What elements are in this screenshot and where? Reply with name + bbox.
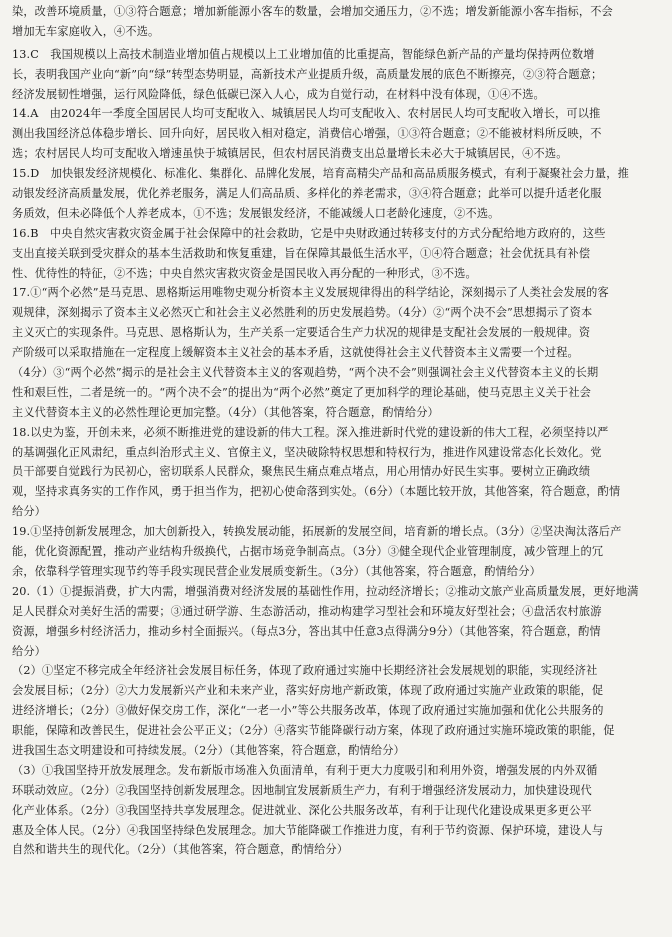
answer-19: 19.①坚持创新发展理念，加大创新投入，转换发展动能，拓展新的发展空间，培育新的增长点。（3分）②坚决淘汰落后产: [12, 525, 622, 539]
answer-20-part-2: （2）①坚定不移完成全年经济社会发展目标任务，体现了政府通过实施中长期经济社会发展规划的职能，实现经济社: [12, 664, 598, 678]
text-line: 产阶级可以采取措施在一定程度上缓解资本主义社会的基本矛盾，这就使得社会主义代替资本主义需要一个过程。: [12, 346, 579, 360]
text-line: 环联动效应。（2分）②我国坚持创新发展理念。因地制宜发展新质生产力，有利于增强经济发展动力，加快建设现代: [12, 783, 592, 797]
text-line: 进经济增长；（2分）③做好保交房工作，深化“一老一小”等公共服务改革，体现了政府通过实施加强和优化公共服务的: [12, 704, 604, 718]
text-line: 染，改善环境质量，①③符合题意；增加新能源小客车的数量，会增加交通压力，②不选；增发新能源小客车指标，不会: [12, 5, 613, 18]
text-line: 职能，保障和改善民生，促进社会公平正义；（2分）④落实节能降碳行动方案，体现了政府通过实施环境政策的职能，促: [12, 724, 615, 738]
text-line: 足人民群众对美好生活的需要；③通过研学游、生态游活动，推动构建学习型社会和环境友好型社会；④盘活农村旅游: [12, 604, 602, 618]
text-line: 主义代替资本主义的必然性理论更加完整。（4分）（其他答案，符合题意，酌情给分）: [12, 405, 439, 419]
text-line: 的基调强化正风肃纪，重点纠治形式主义、官僚主义，坚决破除特权思想和特权行为，推进作风建设常态化长效化。党: [12, 445, 602, 459]
answer-20-part-3: （3）①我国坚持开放发展理念。发布新版市场准入负面清单，有利于更大力度吸引和利用外资，增强发展的内外双循: [12, 763, 598, 777]
text-line: 动银发经济高质量发展，优化养老服务，满足人们高品质、多样化的养老需求，③④符合题意；此举可以提升适老化服: [12, 187, 602, 201]
text-line: 资源，增强乡村经济活力，推动乡村全面振兴。（每点3分，答出其中任意3点得满分9分）（其他答案，符合题意，酌情: [12, 624, 601, 638]
text-line: 经济发展韧性增强，运行风险降低，绿色低碳已深入人心，成为自觉行动，在材料中没有体现，①④不选。: [12, 87, 545, 101]
text-line: 会发展目标；（2分）②大力发展新兴产业和未来产业，落实好房地产新政策，体现了政府通过实施产业政策的职能，促: [12, 684, 604, 698]
text-line: 自然和谐共生的现代化。（2分）（其他答案，符合题意，酌情给分）: [12, 843, 349, 857]
answer-14: 14.A 由2024年一季度全国居民人均可支配收入、城镇居民人均可支配收入、农村居民人均可支配收入增长，可以推: [12, 107, 601, 121]
text-line: 给分）: [12, 644, 47, 658]
text-line: 选；农村居民人均可支配收入增速虽快于城镇居民，但农村居民消费支出总量增长未必大于城镇居民，④不选。: [12, 147, 568, 161]
text-line: 能，优化资源配置，推动产业结构升级换代，占据市场竞争制高点。（3分）③健全现代企业管理制度，减少管理上的冗: [12, 545, 604, 559]
text-line: （4分）③“两个必然”揭示的是社会主义代替资本主义的客观趋势，“两个决不会”则强调社会主义代替资本主义的长期: [12, 366, 599, 380]
answer-20: 20.（1）①提振消费，扩大内需，增强消费对经济发展的基础性作用，拉动经济增长；②推动文旅产业高质量发展，更好地满: [12, 584, 639, 598]
answer-13: 13.C 我国规模以上高技术制造业增加值占规模以上工业增加值的比重提高，智能绿色新产品的产量均保持两位数增: [12, 47, 595, 61]
text-line: 测出我国经济总体稳步增长、回升向好，居民收入相对稳定，消费信心增强，①③符合题意；②不能被材料所反映，不: [12, 127, 602, 141]
text-line: 支出直接关联到受灾群众的基本生活救助和恢复重建，旨在保障其最低生活水平，①④符合题意；社会优抚具有补偿: [12, 246, 591, 260]
text-line: 惠及全体人民。（2分）④我国坚持绿色发展理念。加大节能降碳工作推进力度，有利于节约资源、保护环境，建设人与: [12, 823, 604, 837]
answer-17: 17.①“两个必然”是马克思、恩格斯运用唯物史观分析资本主义发展规律得出的科学结论，深刻揭示了人类社会发展的客: [12, 286, 609, 300]
text-line: 给分）: [12, 505, 47, 519]
answer-18: 18.以史为鉴，开创未来，必须不断推进党的建设新的伟大工程。深入推进新时代党的建设新的伟大工程，必须坚持以严: [12, 425, 609, 439]
text-line: 观规律，深刻揭示了资本主义必然灭亡和社会主义必然胜利的历史发展趋势。（4分）②“两个决不会”思想揭示了资本: [12, 306, 593, 320]
text-line: 余，依靠科学管理实现节约等手段实现民营企业发展质变新生。（3分）（其他答案，符合题意，酌情给分）: [12, 564, 541, 578]
text-line: 进我国生态文明建设和可持续发展。（2分）（其他答案，符合题意，酌情给分）: [12, 743, 405, 757]
text-line: 性和艰巨性，二者是统一的。“两个决不会”的提出为“两个必然”奠定了更加科学的理论基础，使马克思主义关于社会: [12, 385, 592, 399]
text-line: 务质效，但未必降低个人养老成本，①不选；发展银发经济，不能减缓人口老龄化速度，②不选。: [12, 206, 500, 220]
answer-15: 15.D 加快银发经济规模化、标准化、集群化、品牌化发展，培育高精尖产品和高品质服务模式，有利于凝聚社会力量，推: [12, 167, 629, 181]
text-line: 化产业体系。（2分）③我国坚持共享发展理念。促进就业、深化公共服务改革，有利于让现代化建设成果更多更公平: [12, 803, 592, 817]
text-line: 增加无车家庭收入，④不选。: [12, 24, 160, 38]
text-line: 长，表明我国产业向“新”向“绿”转型态势明显，高新技术产业提质升级，高质量发展的底色不断擦亮，②③符合题意；: [12, 67, 603, 81]
text-line: 观，坚持求真务实的工作作风，勇于担当作为，把初心使命落到实处。（6分）（本题比较开放，其他答案，符合题意，酌情: [12, 485, 621, 499]
text-line: 员干部要自觉践行为民初心，密切联系人民群众，聚焦民生痛点难点堵点，用心用情办好民生实事。要树立正确政绩: [12, 465, 591, 479]
answer-16: 16.B 中央自然灾害救灾资金属于社会保障中的社会救助，它是中央财政通过转移支付的方式分配给地方政府的，这些: [12, 226, 606, 240]
text-line: 性、优待性的特征，②不选；中央自然灾害救灾资金是国民收入再分配的一种形式，③不选。: [12, 266, 477, 280]
text-line: 主义灭亡的实现条件。马克思、恩格斯认为，生产关系一定要适合生产力状况的规律是支配社会发展的一般规律。资: [12, 326, 591, 340]
